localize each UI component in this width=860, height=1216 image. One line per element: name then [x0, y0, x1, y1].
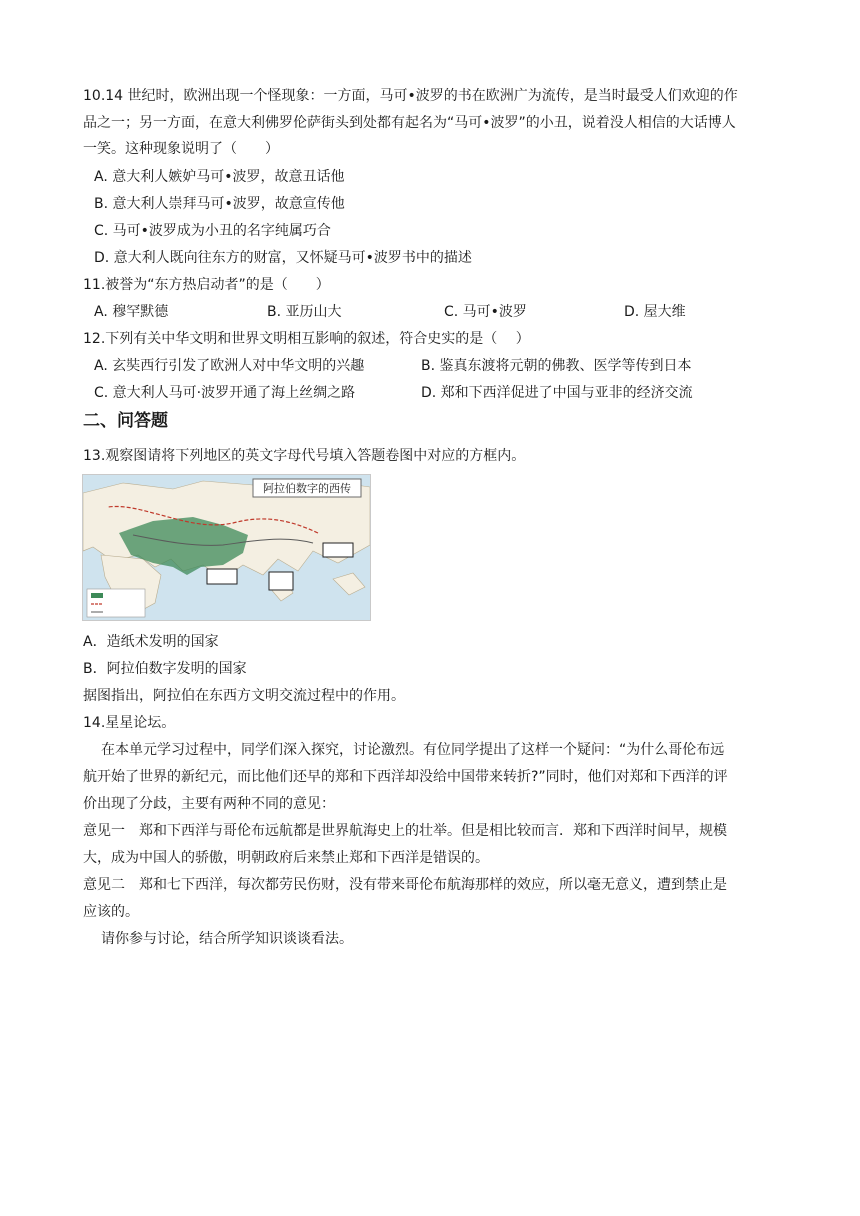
q13-item-b: B．阿拉伯数字发明的国家: [83, 661, 247, 677]
q10-option-a: A. 意大利人嫉妒马可•波罗，故意丑话他: [94, 169, 345, 185]
q10-option-d: D. 意大利人既向往东方的财富，又怀疑马可•波罗书中的描述: [94, 250, 472, 266]
q14-paragraph-line-3: 价出现了分歧，主要有两种不同的意见：: [83, 796, 335, 812]
q11-option-c: C. 马可•波罗: [444, 304, 527, 320]
q10-stem-line-3: 一笑。这种现象说明了（ ）: [83, 141, 279, 157]
map-title: 阿拉伯数字的西传: [263, 482, 351, 495]
q14-opinion-2-line-2: 应该的。: [83, 904, 139, 920]
q12-option-c: C. 意大利人马可·波罗开通了海上丝绸之路: [94, 385, 356, 401]
q11-option-a: A. 穆罕默德: [94, 304, 169, 320]
q14-opinion-2-line-1: 意见二 郑和七下西洋，每次都劳民伤财，没有带来哥伦布航海那样的效应，所以毫无意义，遭到禁止是: [83, 877, 727, 893]
q12-option-d: D. 郑和下西洋促进了中国与亚非的经济交流: [421, 385, 693, 401]
q10-option-b: B. 意大利人崇拜马可•波罗，故意宣传他: [94, 196, 345, 212]
q13-stem: 13.观察图请将下列地区的英文字母代号填入答题卷图中对应的方框内。: [83, 448, 526, 464]
q10-option-c: C. 马可•波罗成为小丑的名字纯属巧合: [94, 223, 331, 239]
q14-stem: 14.星星论坛。: [83, 715, 176, 731]
q14-paragraph-line-2: 航开始了世界的新纪元，而比他们还早的郑和下西洋却没给中国带来转折?”同时，他们对郑和下西洋的评: [83, 769, 728, 785]
q14-paragraph-line-1: 在本单元学习过程中，同学们深入探究，讨论激烈。有位同学提出了这样一个疑问：“为什么哥伦布远: [101, 742, 725, 758]
q12-option-b: B. 鉴真东渡将元朝的佛教、医学等传到日本: [421, 358, 692, 374]
q13-prompt: 据图指出，阿拉伯在东西方文明交流过程中的作用。: [83, 688, 405, 704]
map-drawing: [83, 475, 370, 620]
q14-closing: 请你参与讨论，结合所学知识谈谈看法。: [101, 931, 353, 947]
q11-option-b: B. 亚历山大: [267, 304, 342, 320]
arabic-numerals-map: [82, 474, 371, 621]
answer-box: [269, 572, 293, 590]
answer-box: [207, 569, 237, 584]
q14-opinion-1-line-1: 意见一 郑和下西洋与哥伦布远航都是世界航海史上的壮举。但是相比较而言．郑和下西洋时间早，规模: [83, 823, 727, 839]
q12-option-a: A. 玄奘西行引发了欧洲人对中华文明的兴趣: [94, 358, 365, 374]
q10-stem-line-2: 品之一；另一方面，在意大利佛罗伦萨街头到处都有起名为“马可•波罗”的小丑，说着没人相信的大话博人: [83, 115, 736, 131]
q12-stem: 12.下列有关中华文明和世界文明相互影响的叙述，符合史实的是（ ）: [83, 331, 530, 347]
q10-stem-line-1: 10.14 世纪时，欧洲出现一个怪现象：一方面，马可•波罗的书在欧洲广为流传，是当时最受人们欢迎的作: [83, 88, 738, 104]
answer-box: [323, 543, 353, 557]
q11-option-d: D. 屋大维: [624, 304, 686, 320]
q13-item-a: A．造纸术发明的国家: [83, 634, 219, 650]
q11-stem: 11.被誉为“东方热启动者”的是（ ）: [83, 277, 330, 293]
q14-opinion-1-line-2: 大，成为中国人的骄傲，明朝政府后来禁止郑和下西洋是错误的。: [83, 850, 489, 866]
section-heading: 二、问答题: [83, 411, 168, 431]
